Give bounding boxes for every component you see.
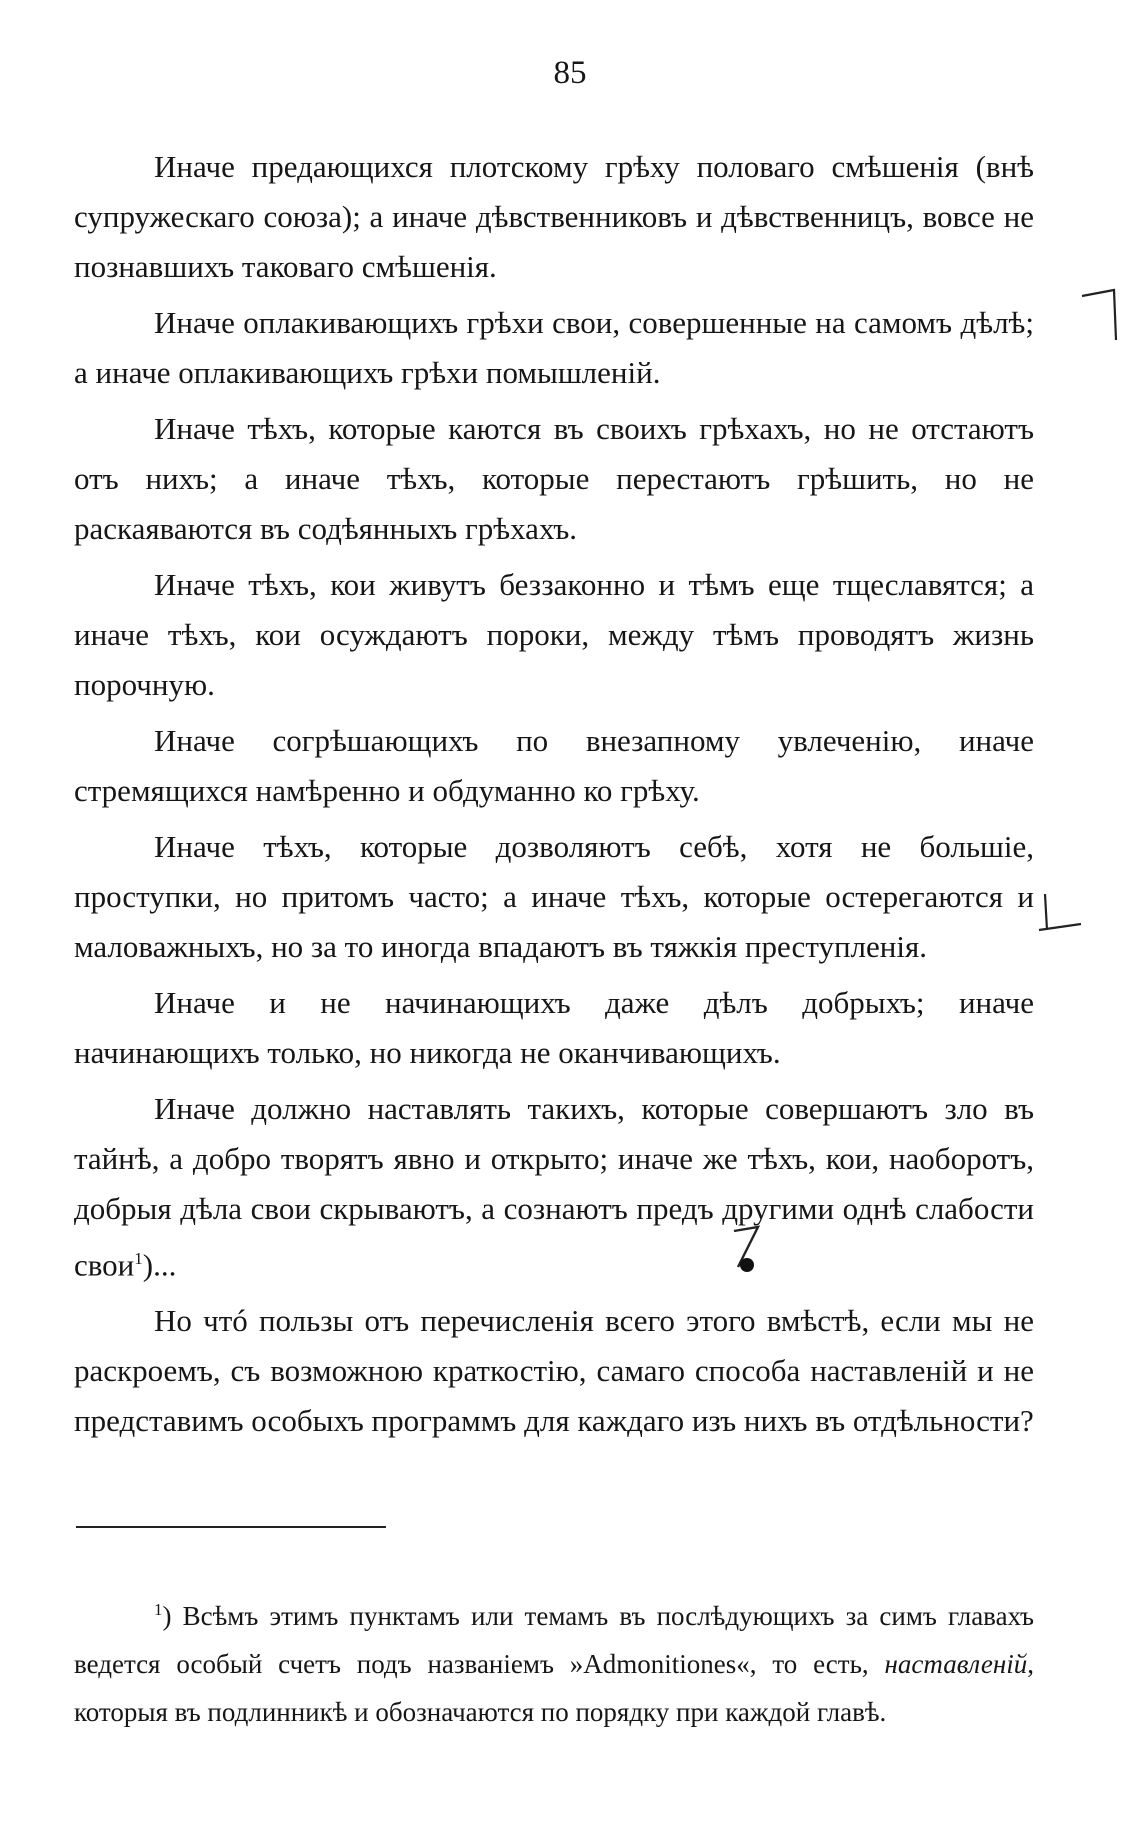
paragraph-2: Иначе оплакивающихъ грѣхи свои, совершенные на самомъ дѣлѣ; а иначе оплакивающихъ грѣхи помышленій. [74, 305, 1034, 390]
paragraph-3: Иначе тѣхъ, которые каются въ своихъ грѣхахъ, но не отстаютъ отъ нихъ; а иначе тѣхъ, которые перестаютъ грѣшить, но не раскаяваются въ содѣянныхъ грѣхахъ. [74, 411, 1034, 546]
paragraph-8: Иначе должно наставлять такихъ, которые совершаютъ зло въ тайнѣ, а добро творятъ явно и открыто; иначе же тѣхъ, кои, наоборотъ, добрыя дѣла свои скрываютъ, а сознаютъ предъ другими однѣ слабости свои$^1$)... [74, 1091, 1034, 1283]
main-text [74, 142, 1034, 1452]
ink-dot-mark [738, 1256, 756, 1274]
paragraph-1: Иначе предающихся плотскому грѣху половаго смѣшенія (внѣ супружескаго союза); а иначе дѣвственниковъ и дѣвственницъ, вовсе не познавшихъ таковаго смѣшенія. [74, 149, 1034, 284]
paragraph-4: Иначе тѣхъ, кои живутъ беззаконно и тѣмъ еще тщеславятся; а иначе тѣхъ, кои осуждаютъ пороки, между тѣмъ проводятъ жизнь порочную. [74, 567, 1034, 702]
paragraph-7: Иначе и не начинающихъ даже дѣлъ добрыхъ; иначе начинающихъ только, но никогда не оканчивающихъ. [74, 985, 1034, 1070]
paragraph-6: Иначе тѣхъ, которые дозволяютъ себѣ, хотя не большіе, проступки, но притомъ часто; а иначе тѣхъ, которые остерегаются и маловажныхъ, но за то иногда впадаютъ въ тяжкія преступленія. [74, 829, 1034, 964]
footnote: $^1$) Всѣмъ этимъ пунктамъ или темамъ въ послѣдующихъ за симъ главахъ ведется особый счетъ подъ названіемъ »Admonitiones«, то есть, наставленій, которыя въ подлинникѣ и обозначаются по порядку при каждой главѣ. [74, 1600, 1034, 1727]
margin-bracket-mark [1080, 288, 1130, 348]
footnote-divider [76, 1526, 386, 1528]
paragraph-9: Но чтó пользы отъ перечисленія всего этого вмѣстѣ, если мы не раскроемъ, съ возможною краткостію, самаго способа наставленій и не представимъ особыхъ программъ для каждаго изъ нихъ въ отдѣльности? [74, 1303, 1034, 1439]
page-number: 85 [553, 55, 587, 91]
footnote-emphasis: наставленій [884, 1649, 1028, 1679]
margin-tick-mark [1035, 890, 1085, 950]
footnote-marker: 1 [154, 1600, 163, 1619]
paragraph-5: Иначе согрѣшающихъ по внезапному увлеченію, иначе стремящихся намѣренно и обдуманно ко грѣху. [74, 723, 1034, 808]
footnote-reference[interactable]: 1 [134, 1249, 143, 1268]
